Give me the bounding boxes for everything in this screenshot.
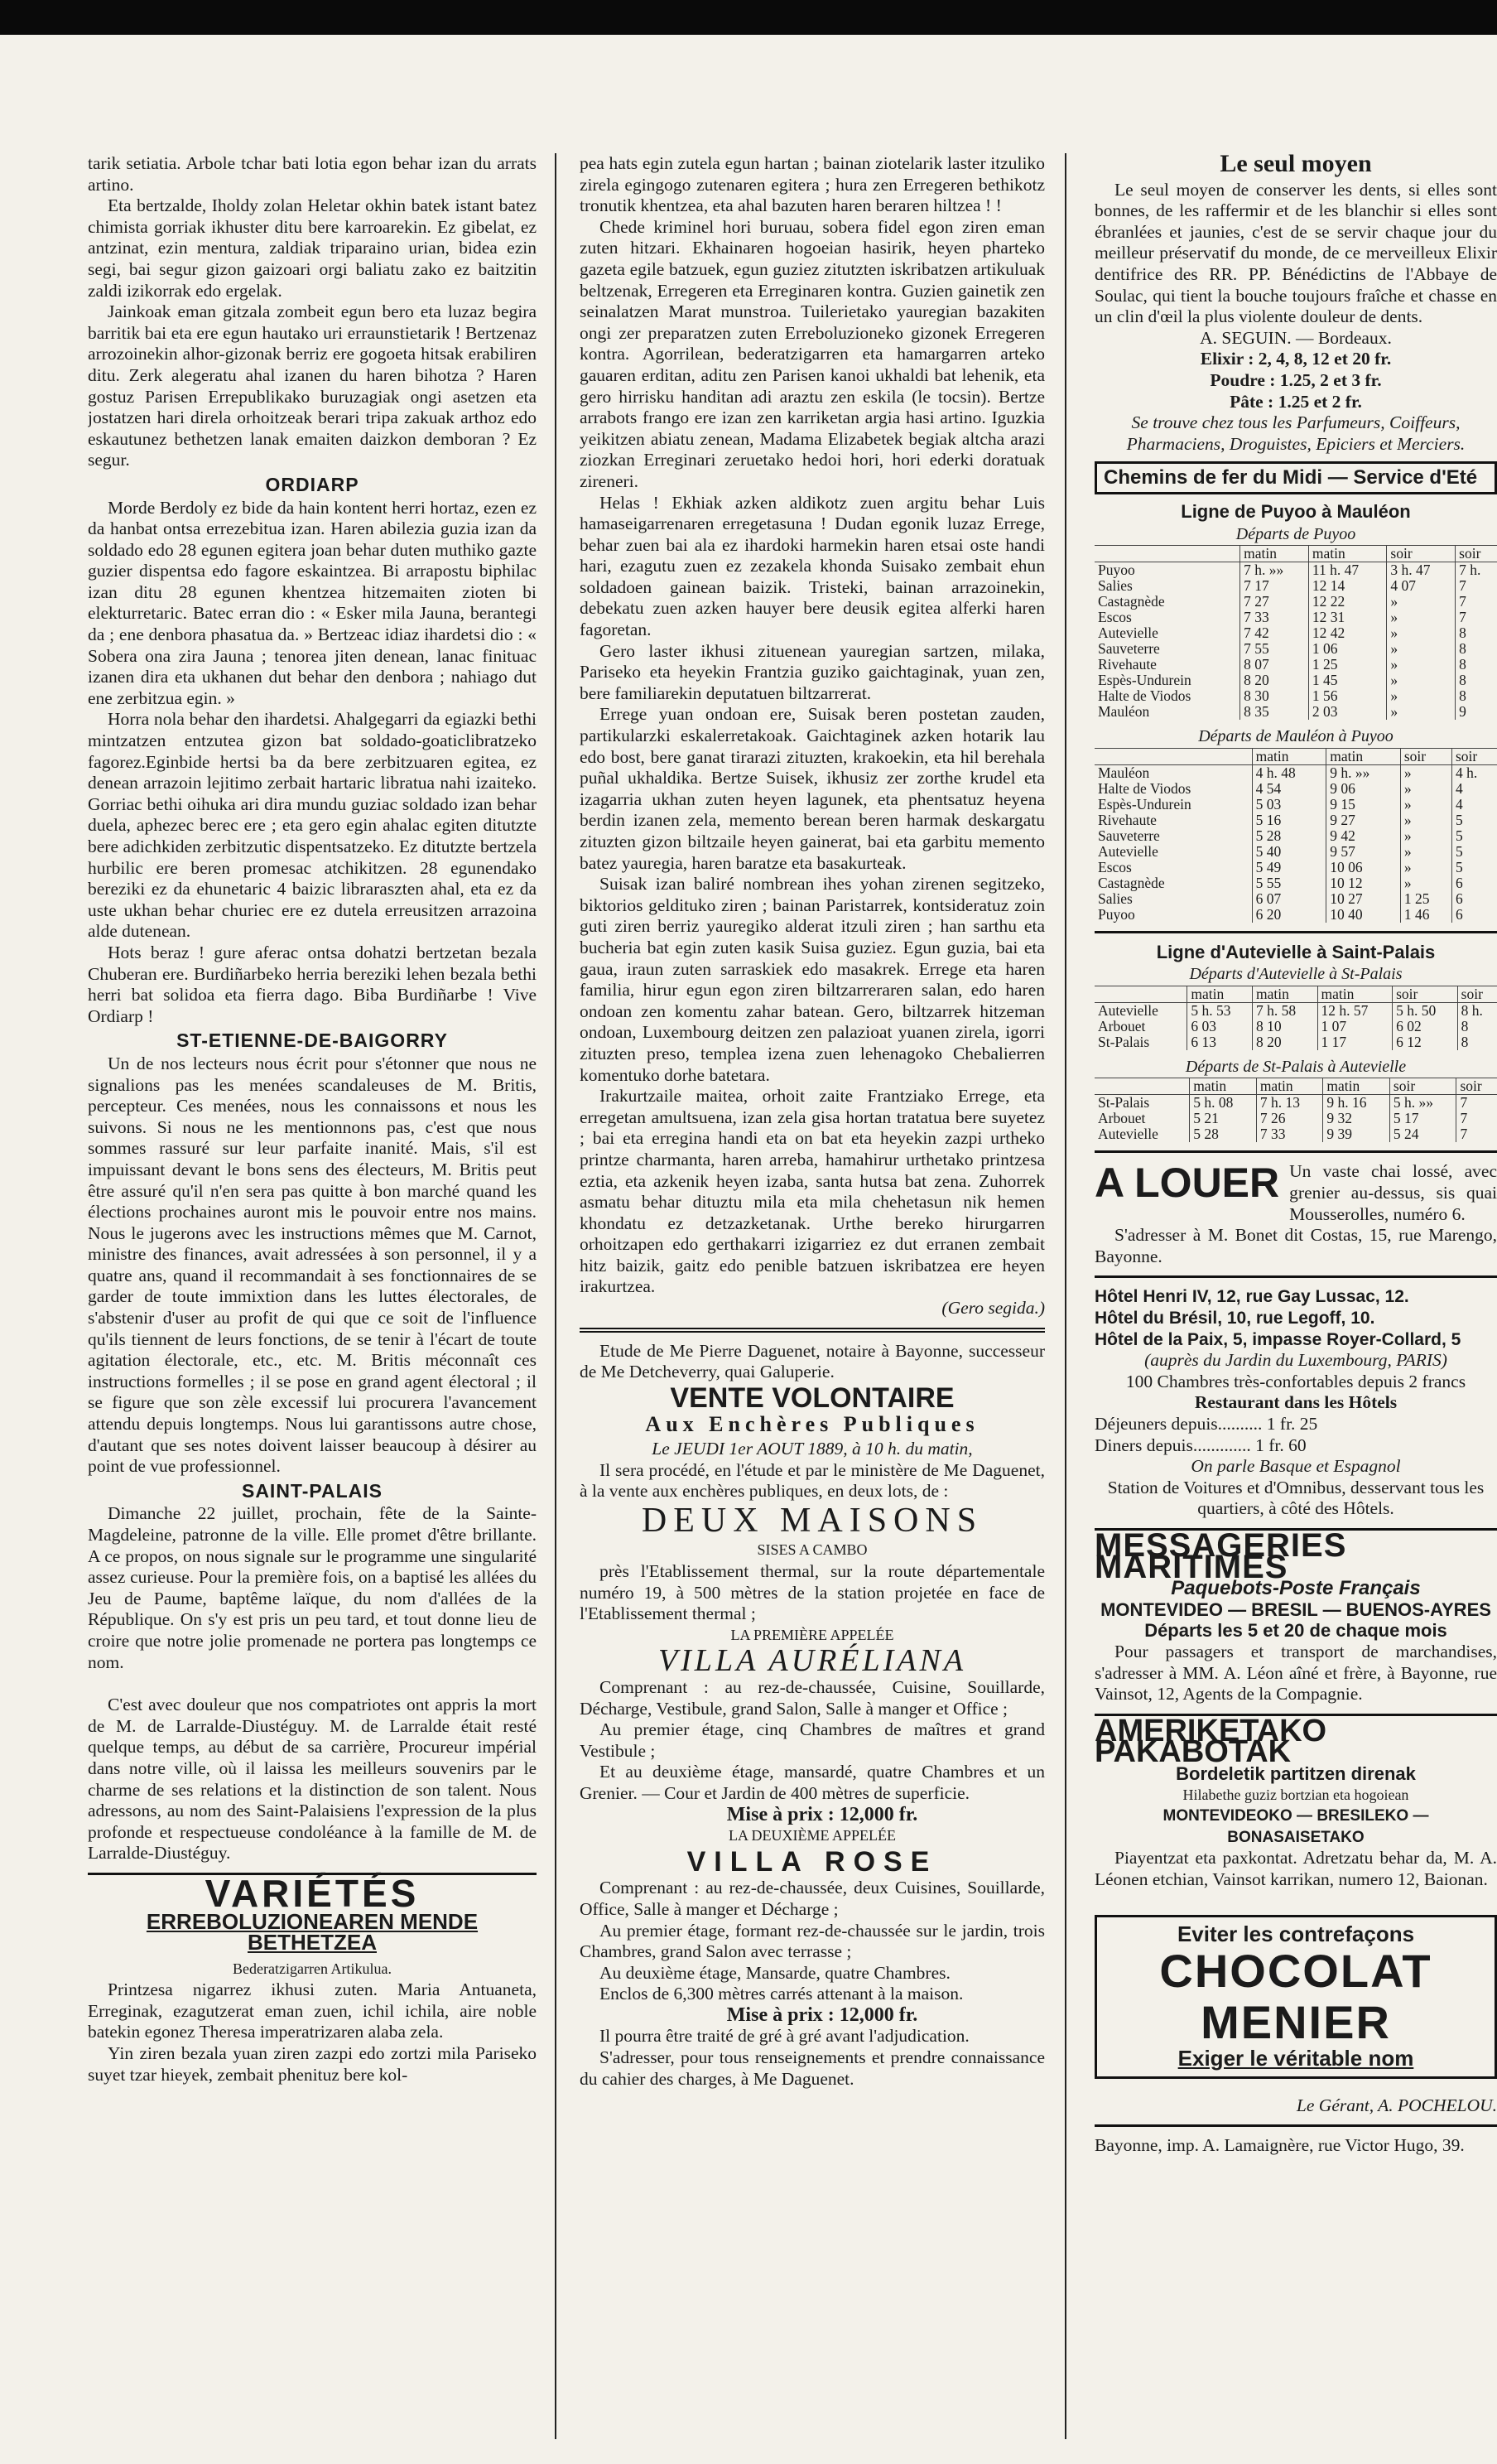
timetable-header-cell: matin	[1252, 748, 1326, 764]
timetable-cell: Halte de Viodos	[1098, 687, 1191, 705]
pakabotak-sub: Bordeletik partitzen direnak	[1176, 1762, 1416, 1784]
paragraph: près l'Etablissement thermal, sur la route départementale numéro 19, à 500 mètres de la station projetée en face de l'Etablissement thermal ;	[580, 1561, 1045, 1624]
timetable-cell: 1 46	[1400, 907, 1451, 923]
timetable-cell: 7 33	[1240, 610, 1309, 625]
table-row	[1095, 1126, 1497, 1142]
sale-date: Le JEUDI 1er AOUT 1889, à 10 h. du matin,	[652, 1439, 973, 1459]
timetable-cell: 6	[1451, 891, 1497, 907]
paragraph: Dimanche 22 juillet, prochain, fête de la Sainte-Magdeleine, patronne de la ville. Elle promet d'être brillante. A ce propos, on nous signale sur le programme une singularité assez curieuse. Pour la première fois, on a baptisé les allées du Jeu de Paume, baptême laïque, du nom d'allées de la République. On s'y est pris un peu tard, et tout donne lieu de croire que notre jolie promenade ne portera pas longtemps ce nom.	[88, 1503, 537, 1672]
divider	[580, 1328, 1045, 1333]
timetable-cell: St-Palais	[1098, 1094, 1150, 1111]
timetable-cell: »	[1400, 828, 1451, 844]
varietes-article: Bederatzigarren Artikulua.	[233, 1960, 392, 1977]
table-row	[1095, 891, 1497, 907]
messageries-route: MONTEVIDEO — BRESIL — BUENOS-AYRES	[1100, 1598, 1491, 1620]
timetable-cell: Halte de Viodos	[1098, 779, 1191, 797]
timetable-cell: »	[1387, 641, 1456, 657]
timetable-cell: 8 20	[1240, 673, 1309, 688]
timetable-cell: 8 07	[1240, 657, 1309, 673]
timetable-cell: 5 h. 53	[1187, 1002, 1253, 1019]
timetable-cell: 5 28	[1190, 1126, 1257, 1142]
timetable-cell: 1 25	[1400, 891, 1451, 907]
timetable-cell: Escos	[1098, 609, 1132, 626]
paragraph: Au premier étage, cinq Chambres de maîtres et grand Vestibule ;	[580, 1719, 1045, 1761]
timetable-cell: 8	[1456, 657, 1497, 673]
trouve: Se trouve chez tous les Parfumeurs, Coiffeurs, Pharmaciens, Droguistes, Epiciers et Merciers.	[1126, 412, 1466, 454]
paragraph: Enclos de 6,300 mètres carrés attenant à la maison.	[599, 1984, 964, 2004]
paragraph: Station de Voitures et d'Omnibus, desservant tous les quartiers, à côté des Hôtels.	[1107, 1477, 1485, 1519]
timetable-cell: 8 35	[1240, 704, 1309, 720]
table-row	[1095, 1111, 1497, 1126]
table-row	[1095, 673, 1497, 688]
table-row	[1095, 688, 1497, 704]
timetable-cell: 5 49	[1252, 860, 1326, 875]
timetable-cell: »	[1400, 844, 1451, 860]
timetable-header-cell	[1095, 748, 1252, 764]
timetable-cell: 7	[1456, 610, 1497, 625]
timetable-cell: 6 07	[1252, 891, 1326, 907]
timetable-cell: Escos	[1098, 858, 1132, 875]
paragraph: Morde Berdoly ez bide da hain kontent herri hortaz, ezen ez da hanbat ontsa errezebitua izan. Haren abilezia guzia izan da soldado edo 28 egunen egitera joan behar duten muthiko gazte guzier dispentsa edo fagore eskaintzea. Bi arrapostu biphilac izan ditu 28 egunen khentzea hitzemaiten zioten bi elekturretaric. Batec erran dio : « Esker mila Jauna, berantegi da ; ene denbora phasatua da. » Bertzeac idiaz ihardetsi dio : « Sobera ona zira Jauna ; tenorea jiten denean, lanac finituac izanen dira eta ukhanen dut behar den denbora ; nahiago dut ene zerbitzua egin. »	[88, 497, 537, 708]
timetable-cell: Espès-Undurein	[1098, 795, 1191, 812]
paragraph: Gero laster ikhusi zituenean yauregian sartzen, milaka, Pariseko eta heyekin Frantzia guziko gaichtaginak, yuan zen, bere familiarekin deputatuen biltzarrerat.	[580, 640, 1045, 703]
paragraph: S'adresser, pour tous renseignements et prendre connaissance du cahier des charges, à Me Daguenet.	[580, 2047, 1045, 2089]
timetable-cell: Rivehaute	[1098, 811, 1157, 828]
timetable-cell: Espès-Undurein	[1098, 672, 1191, 689]
table-row	[1095, 1095, 1497, 1111]
timetable-cell: 1 45	[1308, 673, 1386, 688]
seguin: A. SEGUIN. — Bordeaux.	[1200, 327, 1392, 348]
timetable-header-cell: matin	[1308, 546, 1386, 562]
timetable-cell: 10 27	[1326, 891, 1401, 907]
paragraph: Errege yuan ondoan ere, Suisak beren postetan zauden, partikularzki eskalerretakoak. Gaichtaginek azken hotarik lau edo bost, bere ganat tirarazi zituzten, krakoekin, eta hil berehala puñal ukhaldika. Bertze Suisek, ikhusiz zer zorthe krudel eta izagarria ukhan zuten heyen lagunek, eta phentsatuz heyena berdin izanen zela, memento berean beren harmak deskargatu zituzten gizon biltzaile heyen gainerat, bai eta garbitu memento batez yauregia, haren baratze eta basakurteak.	[580, 704, 1045, 873]
divider	[1095, 931, 1497, 933]
timetable-cell: 5 h. 50	[1393, 1002, 1458, 1019]
pakabotak-route: MONTEVIDEOKO — BRESILEKO — BONASAISETAKO	[1162, 1807, 1429, 1846]
lot-label: LA DEUXIÈME APPELÉE	[729, 1827, 896, 1844]
timetable-header-cell: soir	[1393, 986, 1458, 1002]
timetable-cell: 9 h. »»	[1326, 764, 1401, 781]
paragraph: S'adresser à M. Bonet dit Costas, 15, rue Marengo, Bayonne.	[1095, 1225, 1497, 1266]
paragraph: Il pourra être traité de gré à gré avant l'adjudication.	[599, 2026, 970, 2047]
divider	[1095, 2124, 1497, 2127]
section-heading-saint-palais: SAINT-PALAIS	[241, 1479, 383, 1502]
timetable-cell: 8	[1457, 1034, 1497, 1050]
deux-maisons: DEUX MAISONS	[641, 1501, 984, 1540]
choc-line: Exiger le véritable nom	[1177, 2046, 1414, 2071]
timetable-cell: Sauveterre	[1098, 640, 1160, 658]
paragraph: Printzesa nigarrez ikhusi zuten. Maria Antuaneta, Erreginak, ezagutzerat eman zuen, ichil ichila, aire noble batekin egonez Theresa imperatrizaren alaba zela.	[88, 1979, 537, 2042]
timetable-header-cell: matin	[1317, 986, 1393, 1002]
timetable-cell: 7 17	[1240, 578, 1309, 594]
paragraph: Eta bertzalde, Iholdy zolan Heletar okhin batek istant batez chimista gorriak ikhuster ditu bere karroarekin. Ez gibelat, ez antzinat, ezin mentura, zaldiak triparaino urian, bidea ezin segi, bai segur gizon gaizoari orgi baliatu zako ez baitzitin zaldi izikorrak edo ergelak.	[88, 195, 537, 301]
price-elixir: Elixir : 2, 4, 8, 12 et 20 fr.	[1200, 349, 1392, 369]
column-1	[88, 153, 537, 2439]
choc-line: MENIER	[1201, 1996, 1391, 2049]
paragraph: Chede kriminel hori buruau, sobera fidel egon ziren eman zuten hitzari. Ekhainaren hogoeian hasirik, heyen pharteko gazeta egile batzuek, egun guziez zitutzten iskribatzen artikuluak beltzenak, Erregeren eta Erreginaren kontra. Guzien gainetik zen seinalatzen Marat munstroa. Tuilerietako yauregian bazakiten ongi zer preparatzen zuten Erreboluzioneko gizonek Erregeren kontra. Agorrilean, bederatzigarren eta hamargarren arteko gauaren erditan, aditu zen Parisen kanoi ukhaldi bat lehenik, eta gero hirrisku handitan adi araztu zen eskila (le tocsin). Bertze arrabots frango ere izan zen karriketan argia hasi artino. Iguzkia yeikitzen abiatu zenean, Madama Elizabetek begiak altcha arazi ziozkan Erreginari zeruetako hedoi hori, hori ederki doratuak zireneri.	[580, 216, 1045, 491]
table-row	[1095, 610, 1497, 625]
divider	[1095, 1150, 1497, 1153]
timetable-cell: 5 16	[1252, 812, 1326, 828]
column-3	[1095, 153, 1497, 2439]
timetable-cell: 1 06	[1308, 641, 1386, 657]
timetable-cell: Autevielle	[1098, 624, 1158, 642]
paragraph: Helas ! Ekhiak azken aldikotz zuen argitu behar Luis hamaseigarrenaren erregetasuna ! Dudan egonik luzaz Errege, behar zuen bai ala ez ihardoki harmekin haren etsai oste handi hari, ezagutu zuen ez zezakela khonda Suisako zembait ehun soldadoen gainean baizik. Tristeki, bainan arrazoinekin, debekatu zuen azken hauyer bere deusik egitea alferki haren fagoretan.	[580, 492, 1045, 640]
timetable-cell: »	[1400, 797, 1451, 812]
timetable-cell: 7 h.	[1456, 562, 1497, 579]
paragraph: Et au deuxième étage, mansardé, quatre Chambres et un Grenier. — Cour et Jardin de 400 mètres de superficie.	[580, 1762, 1045, 1803]
timetable-cell: 8	[1456, 641, 1497, 657]
timetable-cell: 7 55	[1240, 641, 1309, 657]
table-row	[1095, 764, 1497, 781]
sises: SISES A CAMBO	[757, 1541, 868, 1559]
paragraph: Irakurtzaile maitea, orhoit zaite Frantziako Errege, eta erregetan amultsuena, izan zela gisa hortan tratatua bere suyetez ; bai eta erregina handi eta on bat eta heyekin zazpi urtheko printze charmanta, haren arreba, hamahirur urthetako printzesa eztia, eta azkenik heyen izaba, santa hutsa bat zena. Zuhorrek asmatu behar dituztu mila eta mila chehetasun nik hemen khondatu ez detzazketanak. Urthe bereko hirurgarren orhoitzapen edo gerthakarri izigarriez ez dut erranen zembait hitz baizik, gaitz edo penible batzuen iskribatzea ere heyen irakurtzea.	[580, 1086, 1045, 1297]
varietes-title: VARIÉTÉS	[205, 1871, 420, 1915]
table-row	[1095, 1019, 1497, 1034]
paragraph: Pour passagers et transport de marchandises, s'adresser à MM. A. Léon aîné et frère, à Bayonne, rue Vainsot, 12, Agents de la Compagnie.	[1095, 1641, 1497, 1705]
timetable-cell: 4 h.	[1451, 764, 1497, 781]
timetable-cell: 12 22	[1308, 594, 1386, 610]
timetable-cell: 4 07	[1387, 578, 1456, 594]
timetable-cell: 9 39	[1323, 1126, 1390, 1142]
departures-title: Départs de St-Palais à Autevielle	[1185, 1057, 1407, 1076]
timetable-cell: »	[1400, 875, 1451, 891]
table-row	[1095, 578, 1497, 594]
notary-line: Etude de Me Pierre Daguenet, notaire à Bayonne, successeur de Me Detcheverry, quai Galuperie.	[580, 1340, 1045, 1382]
column-rule	[1065, 153, 1066, 2439]
paragraph: Au premier étage, formant rez-de-chaussée sur le jardin, trois Chambres, grand Salon avec terrasse ;	[580, 1920, 1045, 1962]
hotel-line: Hôtel de la Paix, 5, impasse Royer-Collard, 5	[1095, 1329, 1461, 1349]
timetable-cell: Sauveterre	[1098, 827, 1160, 844]
column-rule	[555, 153, 556, 2439]
gerant: Le Gérant, A. POCHELOU.	[1296, 2095, 1497, 2115]
table-row	[1095, 625, 1497, 641]
timetable-cell: Autevielle	[1098, 1001, 1158, 1019]
table-row	[1095, 812, 1497, 828]
timetable-header-cell: soir	[1451, 748, 1497, 764]
timetable-cell: 12 42	[1308, 625, 1386, 641]
timetable-cell: 5 03	[1252, 797, 1326, 812]
timetable-cell: Autevielle	[1098, 1126, 1158, 1143]
timetable	[1095, 748, 1497, 923]
paragraph: Il sera procédé, en l'étude et par le ministère de Me Daguenet, à la vente aux enchères publiques, en deux lots, de :	[580, 1459, 1045, 1502]
timetable-header-cell: soir	[1387, 546, 1456, 562]
timetable-header-cell: matin	[1323, 1078, 1390, 1095]
timetable-header-cell: soir	[1456, 1078, 1497, 1095]
timetable-cell: 7	[1456, 1111, 1497, 1126]
timetable-header-cell: matin	[1240, 546, 1309, 562]
table-row	[1095, 657, 1497, 673]
timetable-cell: 5	[1451, 860, 1497, 875]
timetable-cell: 10 06	[1326, 860, 1401, 875]
timetable-cell: »	[1400, 781, 1451, 797]
timetable-cell: 5	[1451, 828, 1497, 844]
hotel-line: Hôtel du Brésil, 10, rue Legoff, 10.	[1095, 1309, 1375, 1328]
price-pate: Pâte : 1.25 et 2 fr.	[1230, 391, 1362, 412]
choc-line: CHOCOLAT	[1159, 1945, 1432, 1998]
table-row	[1095, 907, 1497, 923]
timetable-cell: 6 20	[1252, 907, 1326, 923]
paragraph: Piayentzat eta paxkontat. Adretzatu behar da, M. A. Léonen etchian, Vainsot karrikan, numero 12, Baionan.	[1095, 1848, 1497, 1889]
timetable-cell: 5 40	[1252, 844, 1326, 860]
timetable-cell: 9 h. 16	[1323, 1095, 1390, 1111]
timetable-cell: 5 h. »»	[1389, 1095, 1456, 1111]
timetable-cell: Salies	[1098, 890, 1133, 907]
paragraph: Au deuxième étage, Mansarde, quatre Chambres.	[599, 1962, 951, 1983]
chocolat-menier-ad	[1095, 1915, 1497, 2078]
timetable-cell: 7	[1456, 578, 1497, 594]
paragraph: Hots beraz ! gure aferac ontsa dohatzi bertzetan bezala Chuberan ere. Burdiñarbeko herria bereziki lehen bezala bethi herri bat solidoa eta fierra dago. Biba Burdiñarbe ! Vive Ordiarp !	[88, 942, 537, 1026]
top-black-band	[0, 0, 1497, 35]
timetable	[1095, 545, 1497, 720]
timetable-cell: »	[1387, 610, 1456, 625]
messageries-dep: Départs les 5 et 20 de chaque mois	[1144, 1620, 1447, 1642]
timetable-cell: 5 24	[1389, 1126, 1456, 1142]
paragraph: Suisak izan baliré nombrean ihes yohan zirenen segitzeko, biktorios geldituko ziren ; bainan Paristarrek, kontsideratuz zoin guti ziren berriz yauregiko alderat itzuli ziren ; han sarthu eta bucheria bat egin zuten kasik Suisa guziez. Egun guzia, bai eta gaua, iraun zuten sarraskiek edo masakrek. Errege eta haren familia, hirur egun egon ziren biltzarreraren salan, edo haren ondoan zen komentu zahar batean. Gero, biltzarrek hitzeman ondoan, Luxembourg deitzen zen palazioat yuanen zirela, igorri zituzten preso, templea izena zuen lehenagoko Chebalierren komentuko dorhe batetara.	[580, 874, 1045, 1085]
timetable-cell: Arbouet	[1098, 1017, 1146, 1034]
timetable-cell: 8 20	[1252, 1034, 1317, 1050]
paragraph: Un vaste chai lossé, avec grenier au-dessus, sis quai Mousserolles, numéro 6.	[1289, 1161, 1497, 1224]
timetable-cell: »	[1387, 673, 1456, 688]
paragraph: C'est avec douleur que nos compatriotes ont appris la mort de M. de Larralde-Diustéguy. M. de Larralde était resté quelque temps, au début de sa carrière, Procureur impérial dans notre ville, où il laissa les meilleurs souvenirs par le charme de ses relations et la distinction de son talent. Nous adressons, au nom des Saint-Palaisiens l'expression de la plus profonde et respectueuse condoléance à la famille de M. de Larralde-Diustéguy.	[88, 1695, 537, 1864]
timetable-header-cell: matin	[1190, 1078, 1257, 1095]
timetable-header-cell: matin	[1326, 748, 1401, 764]
signature: (Gero segida.)	[941, 1298, 1045, 1319]
hotel-line: Hôtel Henri IV, 12, rue Gay Lussac, 12.	[1095, 1287, 1409, 1307]
timetable-cell: »	[1387, 657, 1456, 673]
hotel-line: 100 Chambres très-confortables depuis 2 francs	[1125, 1371, 1466, 1391]
timetable-cell: 7 26	[1256, 1111, 1323, 1126]
timetable-cell: 8	[1456, 688, 1497, 704]
timetable-cell: 10 12	[1326, 875, 1401, 891]
table-row	[1095, 797, 1497, 812]
timetable-cell: 5	[1451, 844, 1497, 860]
timetable-cell: »	[1400, 764, 1451, 781]
timetable-cell: 9 32	[1323, 1111, 1390, 1126]
timetable-cell: St-Palais	[1098, 1033, 1150, 1050]
timetable-cell: 7 42	[1240, 625, 1309, 641]
varietes-subtitle: ERREBOLUZIONEAREN MENDE BETHETZEA	[146, 1908, 479, 1955]
pakabotak-sub2: Hilabethe guziz bortzian eta hogoiean	[1182, 1786, 1409, 1803]
mise-a-prix: Mise à prix : 12,000 fr.	[726, 1803, 918, 1825]
timetable-cell: 12 14	[1308, 578, 1386, 594]
timetable-header-cell	[1095, 1078, 1190, 1095]
timetable-cell: 2 03	[1308, 704, 1386, 720]
timetable-cell: Castagnède	[1098, 874, 1165, 891]
timetable-cell: 6	[1451, 875, 1497, 891]
timetable-cell: Salies	[1098, 577, 1133, 595]
messageries-sub: Paquebots-Poste Français	[1171, 1577, 1421, 1600]
timetable-cell: 8 10	[1252, 1019, 1317, 1034]
timetable-cell: 9 06	[1326, 781, 1401, 797]
timetable-cell: 5 28	[1252, 828, 1326, 844]
section-heading-ordiarp: ORDIARP	[265, 473, 359, 495]
table-row	[1095, 641, 1497, 657]
timetable-cell: 9 15	[1326, 797, 1401, 812]
timetable-cell: 1 17	[1317, 1034, 1393, 1050]
timetable-cell: »	[1400, 812, 1451, 828]
timetable-cell: 4 h. 48	[1252, 764, 1326, 781]
line-title: Ligne de Puyoo à Mauléon	[1181, 500, 1411, 522]
paragraph: Horra nola behar den ihardetsi. Ahalgegarri da egiazki bethi mintzatzen entzutea gizon bat soldado-goaticlibratzeko fagorez.Eginbide hertsi ba da bere zerbitzuaren egitea, ez denean arrazoin lejitimo zerbait hartaric libratua nahi izaiteko. Gorriac bethi oihuka ari dira mundu guziac soldado izan behar duela, aphezec berec ere ; eta gero egin ahalac egiten ditutzte bere adichkiden zerbitzutic dispentsatzeko. Ez ditutzte bertzela hurbilic ere beren promesac atchikitzen. 28 egunendako bereziki ez da ehunetaric 4 baizic libraraszten ahal, eta ez da uste ukhan behar churiec ere ez dutela erreusitzen arrazoina alde dutenean.	[88, 709, 537, 942]
paragraph: Le seul moyen de conserver les dents, si elles sont bonnes, de les raffermir et de les blanchir si elles sont ébranlées et jaunies, c'est de se servir chaque jour du meilleur préservatif du monde, de ce merveilleux Elixir dentifrice des RR. PP. Bénédictins de l'Abbaye de Soulac, qui tient la bouche toujours fraîche et chasse en un clin d'œil la plus violente douleur de dents.	[1095, 179, 1497, 327]
timetable-cell: 9 27	[1326, 812, 1401, 828]
timetable-cell: 8	[1457, 1019, 1497, 1034]
table-row	[1095, 844, 1497, 860]
timetable-cell: 1 07	[1317, 1019, 1393, 1034]
paragraph: Un de nos lecteurs nous écrit pour s'étonner que nous ne signalions pas les menées scandaleuses de M. Britis, percepteur. Ces menées, nous les connaissons et nous les suivons. Si nous ne les mentionnons pas, c'est que nous sommes rassuré sur leur parfaite inanité. Mais, s'il est impuissant devant le bons sens des électeurs, M. Britis peut être assuré qu'il n'en sera pas quitte à bon marché quand les élections prochaines auront mis le pouvoir entre nos mains. Nous le jugerons avec les instructions mêmes que M. Carnot, ministre des finances, avait adressées à son personnel, il y a quatre ans, quand il recommandait à ses fonctionnaires de se garder de toute immixtion dans les luttes électorales, de s'abstenir d'user au profit de qui que ce soit de l'influence qu'ils tiennent de leurs fonctions, de se tenir à l'écart de toute agitation électorale, etc., etc. M. Britis méconnaît ces instructions formelles ; il se pose en grand agent électoral ; il se figure que son zèle excessif lui procurera l'avancement attendu depuis longtemps. Nous lui garantissons autre chose, d'autant que ses notes doivent laisser beaucoup à désirer au point de vue professionnel.	[88, 1053, 537, 1477]
timetable-cell: Mauléon	[1098, 703, 1150, 721]
pakabotak-heading: AMERIKETAKO PAKABOTAK	[1095, 1714, 1497, 1763]
timetable-cell: Puyoo	[1098, 562, 1135, 579]
imprint: Bayonne, imp. A. Lamaignère, rue Victor Hugo, 39.	[1095, 2135, 1465, 2156]
timetable-cell: 7 33	[1256, 1126, 1323, 1142]
timetable-cell: 7 27	[1240, 594, 1309, 610]
timetable-header-cell: matin	[1187, 986, 1253, 1002]
timetable-cell: 7	[1456, 1095, 1497, 1111]
paragraph: Comprenant : au rez-de-chaussée, deux Cuisines, Souillarde, Office, Salle à manger et Décharge ;	[580, 1878, 1045, 1919]
timetable-cell: Castagnède	[1098, 593, 1165, 610]
timetable-cell: 7	[1456, 594, 1497, 610]
choc-line: Eviter les contrefaçons	[1177, 1922, 1415, 1947]
vente-heading: VENTE VOLONTAIRE	[670, 1381, 955, 1414]
hotel-line: (auprès du Jardin du Luxembourg, PARIS)	[1144, 1350, 1447, 1371]
timetable-cell: 4	[1451, 781, 1497, 797]
lot-label: LA PREMIÈRE APPELÉE	[730, 1626, 894, 1643]
timetable-cell: Puyoo	[1098, 905, 1135, 923]
departures-title: Départs d'Autevielle à St-Palais	[1189, 965, 1403, 984]
timetable-cell: »	[1387, 594, 1456, 610]
timetable-cell: »	[1387, 688, 1456, 704]
languages: On parle Basque et Espagnol	[1191, 1456, 1401, 1477]
timetable-cell: 4	[1451, 797, 1497, 812]
table-row	[1095, 1002, 1497, 1019]
timetable-cell: 5 55	[1252, 875, 1326, 891]
restaurant: Restaurant dans les Hôtels	[1194, 1392, 1398, 1413]
timetable-cell: 6	[1451, 907, 1497, 923]
timetable-cell: »	[1387, 704, 1456, 720]
paragraph: Yin ziren bezala yuan ziren zazpi edo zortzi mila Pariseko suyet tzar hieyek, zembait phenituz bere kol-	[88, 2043, 537, 2085]
mise-a-prix: Mise à prix : 12,000 fr.	[726, 2004, 918, 2026]
timetable-cell: 5 21	[1190, 1111, 1257, 1126]
timetable	[1095, 986, 1497, 1050]
departures-title: Départs de Mauléon à Puyoo	[1198, 727, 1394, 746]
timetable-cell: 1 56	[1308, 688, 1386, 704]
timetable-cell: Rivehaute	[1098, 656, 1157, 673]
price-poudre: Poudre : 1.25, 2 et 3 fr.	[1210, 369, 1382, 390]
timetable-cell: 10 40	[1326, 907, 1401, 923]
price-line: Diners depuis............. 1 fr. 60	[1095, 1435, 1307, 1455]
table-row	[1095, 704, 1497, 720]
timetable-cell: 7 h. 58	[1252, 1002, 1317, 1019]
paragraph: pea hats egin zutela egun hartan ; bainan ziotelarik laster itzuliko zirela egingogo zutenaren egitera ; hura zen Erregeren bethikotz tronutik khentzea, eta ahal bazuten haren beraren hiltzea ! !	[580, 153, 1045, 216]
timetable-header-cell: soir	[1389, 1078, 1456, 1095]
paragraph: Comprenant : au rez-de-chaussée, Cuisine, Souillarde, Décharge, Vestibule, grand Salon, Salle à manger et Office ;	[580, 1676, 1045, 1719]
timetable-cell: 6 02	[1393, 1019, 1458, 1034]
table-row	[1095, 875, 1497, 891]
timetable-cell: 9 57	[1326, 844, 1401, 860]
villa-rose: VILLA ROSE	[686, 1845, 938, 1878]
timetable-cell: 9 42	[1326, 828, 1401, 844]
timetable-header-cell: matin	[1252, 986, 1317, 1002]
ad-title-seul-moyen: Le seul moyen	[1220, 153, 1372, 177]
timetable-cell: Arbouet	[1098, 1110, 1146, 1127]
timetable-cell: 5 17	[1389, 1111, 1456, 1126]
section-heading-baigorry: ST-ETIENNE-DE-BAIGORRY	[176, 1029, 448, 1052]
timetable-cell: 7 h. 13	[1256, 1095, 1323, 1111]
villa-aureliana: VILLA AURÉLIANA	[657, 1643, 967, 1679]
encheres-heading: Aux Enchères Publiques	[645, 1412, 980, 1437]
timetable-header-cell: soir	[1456, 546, 1497, 562]
timetable-cell: 8 h.	[1457, 1002, 1497, 1019]
table-row	[1095, 860, 1497, 875]
timetable-cell: 6 13	[1187, 1034, 1253, 1050]
messageries-heading: MESSAGERIES MARITIMES	[1095, 1528, 1497, 1578]
timetable-cell: 3 h. 47	[1387, 562, 1456, 579]
timetable-cell: 7	[1456, 1126, 1497, 1142]
timetable-cell: »	[1387, 625, 1456, 641]
timetable-cell: 6 12	[1393, 1034, 1458, 1050]
timetable-cell: 5 h. 08	[1190, 1095, 1257, 1111]
table-row	[1095, 1034, 1497, 1050]
departures-title: Départs de Puyoo	[1235, 524, 1356, 543]
timetable-cell: 8	[1456, 673, 1497, 688]
timetable-cell: 11 h. 47	[1308, 562, 1386, 579]
timetable-header-cell: matin	[1256, 1078, 1323, 1095]
timetable-cell: 8 30	[1240, 688, 1309, 704]
table-row	[1095, 828, 1497, 844]
timetable-header-cell	[1095, 986, 1187, 1002]
paragraph: tarik setiatia. Arbole tchar bati lotia egon behar izan du arrats artino.	[88, 153, 537, 195]
timetable-cell: »	[1400, 860, 1451, 875]
timetable-cell: 6 03	[1187, 1019, 1253, 1034]
table-row	[1095, 594, 1497, 610]
timetable-cell: 5	[1451, 812, 1497, 828]
table-row	[1095, 781, 1497, 797]
line-title: Ligne d'Autevielle à Saint-Palais	[1156, 941, 1436, 962]
timetable-cell: 4 54	[1252, 781, 1326, 797]
table-row	[1095, 562, 1497, 579]
timetable-header-cell: soir	[1400, 748, 1451, 764]
timetable	[1095, 1078, 1497, 1142]
paragraph: Jainkoak eman gitzala zombeit egun bero eta luzaz begira barritik bai eta ere egun hautako uri erraunstietarik ! Bertzenaz arrozoinekin alhor-gizonak berriz ere gogoeta hitsak erabiliren ditu. Zerk alegeratu ahal izanen du haren bihotza ? Haren gostuz Parisen Errepublikako buruzagiak ongi asetzen eta jostatzen hari direla orhoitzeak berari tripa zakuak arthoz edo eskautunez bethetzen lanak emaiten daizkon demboran ? Ez segur.	[88, 301, 537, 470]
timetable-cell: 9	[1456, 704, 1497, 720]
timetable-cell: 8	[1456, 625, 1497, 641]
timetable-header-cell: soir	[1457, 986, 1497, 1002]
timetable-cell: 7 h. »»	[1240, 562, 1309, 579]
timetable-header-cell	[1095, 546, 1240, 562]
column-2	[580, 153, 1045, 2439]
louer-heading: A LOUER	[1095, 1160, 1280, 1207]
divider	[1095, 1275, 1497, 1278]
timetable-cell: 1 25	[1308, 657, 1386, 673]
railway-header: Chemins de fer du Midi — Service d'Eté	[1095, 461, 1497, 494]
timetable-cell: 12 31	[1308, 610, 1386, 625]
timetable-cell: Mauléon	[1098, 764, 1150, 781]
timetable-cell: Autevielle	[1098, 842, 1158, 860]
price-line: Déjeuners depuis.......... 1 fr. 25	[1095, 1414, 1318, 1434]
timetable-cell: 12 h. 57	[1317, 1002, 1393, 1019]
